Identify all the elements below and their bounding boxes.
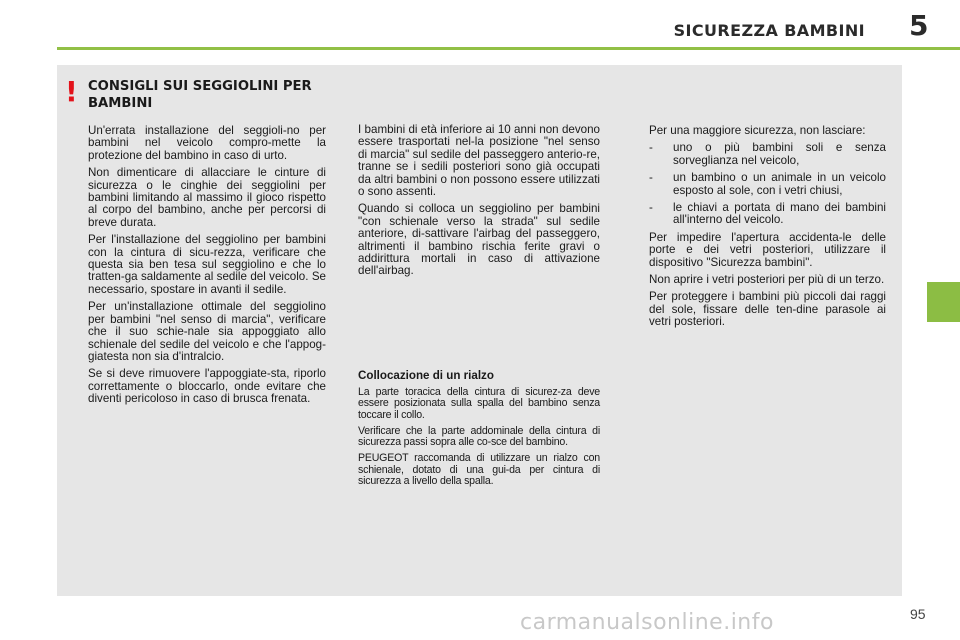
- watermark: carmanualsonline.info: [520, 610, 774, 635]
- list-item-text: un bambino o un animale in un veicolo esposto al sole, con i vetri chiusi,: [673, 171, 886, 197]
- paragraph: PEUGEOT raccomanda di utilizzare un rialzo con schienale, dotato di una gui-da per cintura di sicurezza a livello della spalla.: [358, 452, 600, 488]
- paragraph: Verificare che la parte addominale della cintura di sicurezza passi sopra alle co-sce del bambino.: [358, 424, 600, 449]
- page-number: 95: [910, 606, 926, 622]
- list-item: [649, 202, 886, 227]
- dash-marker: -: [649, 141, 653, 155]
- paragraph: Quando si colloca un seggiolino per bambini "con schienale verso la strada" sul sedile anteriore, di-sattivare l'airbag del passeggero, altrimenti il bambino rischia ferite gravi o addirittura mortali in caso di attivazione dell'airbag.: [358, 202, 600, 278]
- warning-icon: !: [65, 75, 78, 108]
- section-title: CONSIGLI SUI SEGGIOLINI PER BAMBINI: [88, 79, 312, 111]
- text-column-1: [88, 125, 326, 411]
- paragraph: Non aprire i vetri posteriori per più di un terzo.: [649, 273, 885, 287]
- list-item-text: le chiavi a portata di mano dei bambini all'interno del veicolo.: [673, 201, 886, 227]
- text-column-2: [358, 124, 600, 283]
- booster-subheading: Collocazione di un rialzo: [358, 369, 494, 382]
- paragraph: Un'errata installazione del seggioli-no per bambini nel veicolo compro-mette la protezione del bambino in caso di urto.: [88, 124, 326, 162]
- chapter-tab-marker: [927, 282, 960, 322]
- paragraph: Per una maggiore sicurezza, non lasciare:: [649, 124, 866, 137]
- dash-marker: -: [649, 171, 653, 185]
- bullet-list: [649, 142, 886, 226]
- text-column-3: [649, 125, 886, 334]
- chapter-number: 5: [909, 9, 929, 42]
- page-header-title: SICUREZZA BAMBINI: [673, 21, 865, 40]
- paragraph: Se si deve rimuovere l'appoggiate-sta, riporlo correttamente o bloccarlo, onde evitare che diventi pericoloso in caso di brusca frenata.: [88, 367, 326, 406]
- paragraph: Per proteggere i bambini più piccoli dai raggi del sole, fissare delle ten-dine parasole ai vetri posteriori.: [649, 290, 886, 329]
- list-item-text: uno o più bambini soli e senza sorveglianza nel veicolo,: [673, 141, 886, 167]
- paragraph: I bambini di età inferiore ai 10 anni non devono essere trasportati nel-la posizione "nel senso di marcia" sul sedile del passeggero anterio-re, tranne se i sedili posteriori sono già occupati da altri bambini o non possono essere utilizzati o sono assenti.: [358, 123, 600, 199]
- paragraph: Non dimenticare di allacciare le cinture di sicurezza o le cinghie dei seggiolini per bambini limitando al massimo il gioco rispetto al corpo del bambino, anche per percorsi di breve durata.: [88, 166, 326, 229]
- booster-text: [358, 387, 600, 492]
- list-item: [649, 142, 886, 167]
- list-item: [649, 172, 886, 197]
- paragraph: Per un'installazione ottimale del seggiolino per bambini "nel senso di marcia", verificare che il suo schie-nale sia appoggiato allo schienale del sedile del veicolo e che l'appog-giatesta non sia d'intralcio.: [88, 300, 326, 363]
- header-divider: [57, 47, 960, 50]
- paragraph: Per l'installazione del seggiolino per bambini con la cintura di sicu-rezza, verificare che questa sia ben tesa sul seggiolino e che lo tratten-ga saldamente al sedile del veicolo. Se necessario, spostare in avanti il sedile.: [88, 233, 326, 296]
- dash-marker: -: [649, 201, 653, 215]
- paragraph: La parte toracica della cintura di sicurez-za deve essere posizionata sulla spalla del bambino senza toccare il collo.: [358, 386, 600, 421]
- paragraph: Per impedire l'apertura accidenta-le delle porte e dei vetri posteriori, utilizzare il dispositivo "Sicurezza bambini".: [649, 230, 886, 269]
